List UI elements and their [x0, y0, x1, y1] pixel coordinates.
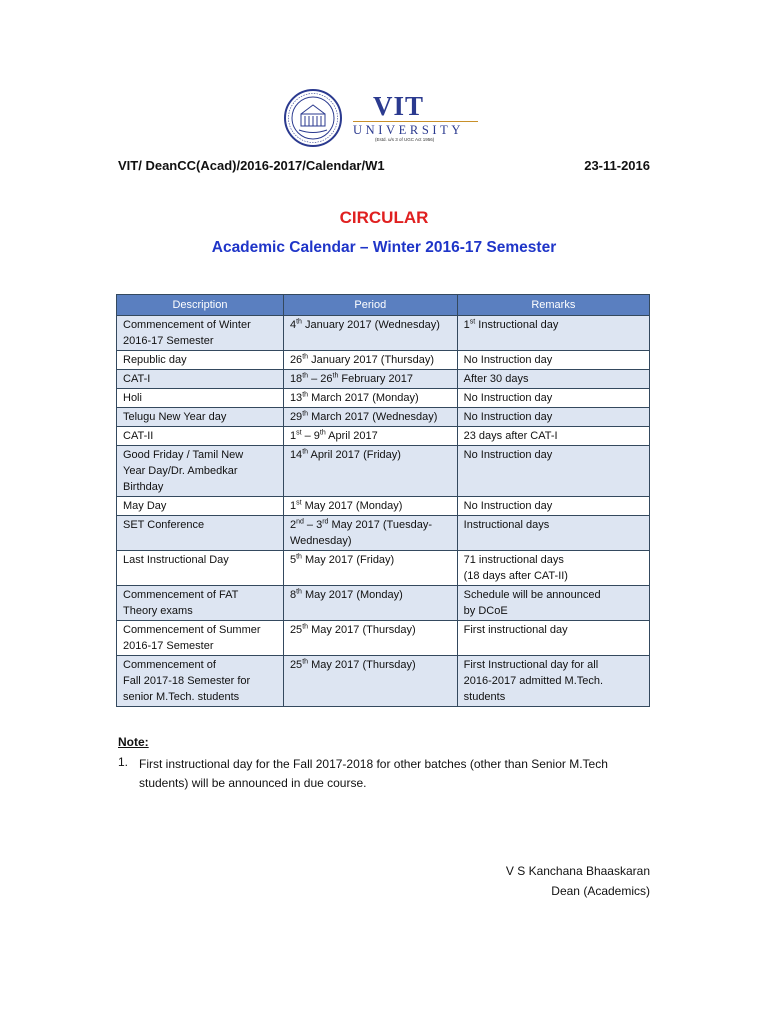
cell-description: CAT-II	[117, 427, 284, 446]
table-row	[117, 446, 650, 497]
logo-vit-text: VIT	[373, 91, 425, 121]
cell-description: Good Friday / Tamil New Year Day/Dr. Ambedkar Birthday	[117, 446, 284, 497]
cell-period: 8th May 2017 (Monday)	[283, 586, 457, 621]
reference-number: VIT/ DeanCC(Acad)/2016-2017/Calendar/W1	[118, 158, 385, 173]
circular-title: CIRCULAR	[339, 208, 429, 227]
cell-description: Holi	[117, 389, 284, 408]
table-row	[117, 370, 650, 389]
table-row	[117, 497, 650, 516]
cell-remarks: No Instruction day	[457, 497, 649, 516]
cell-remarks: After 30 days	[457, 370, 649, 389]
cell-remarks: No Instruction day	[457, 389, 649, 408]
cell-period: 13th March 2017 (Monday)	[283, 389, 457, 408]
academic-calendar-table	[116, 294, 650, 707]
note-text: First instructional day for the Fall 2017-2018 for other batches (other than Senior M.Tech students) will be announced in due course.	[139, 757, 608, 790]
table-row	[117, 516, 650, 551]
cell-description: SET Conference	[117, 516, 284, 551]
cell-period: 5th May 2017 (Friday)	[283, 551, 457, 586]
table-row	[117, 389, 650, 408]
cell-description: Commencement of FAT Theory exams	[117, 586, 284, 621]
logo-wordmark	[353, 92, 478, 143]
logo-tagline: (Estd. u/s 3 of UGC Act 1956)	[375, 137, 435, 142]
logo-university-text: UNIVERSITY	[353, 121, 478, 137]
cell-remarks: Schedule will be announced by DCoE	[457, 586, 649, 621]
cell-remarks: 23 days after CAT-I	[457, 427, 649, 446]
cell-remarks: First instructional day	[457, 621, 649, 656]
table-row	[117, 551, 650, 586]
cell-description: May Day	[117, 497, 284, 516]
cell-remarks: No Instruction day	[457, 351, 649, 370]
cell-period: 26th January 2017 (Thursday)	[283, 351, 457, 370]
table-row	[117, 621, 650, 656]
cell-remarks: No Instruction day	[457, 408, 649, 427]
column-header-remarks: Remarks	[457, 295, 649, 316]
circular-date: 23-11-2016	[584, 158, 650, 173]
cell-description: Telugu New Year day	[117, 408, 284, 427]
cell-period: 18th – 26th February 2017	[283, 370, 457, 389]
cell-remarks: 71 instructional days (18 days after CAT-II)	[457, 551, 649, 586]
table-body	[117, 316, 650, 707]
table-row	[117, 586, 650, 621]
table-row	[117, 316, 650, 351]
cell-remarks: 1st Instructional day	[457, 316, 649, 351]
note-number: 1.	[118, 755, 129, 769]
table-row	[117, 656, 650, 707]
signatory-designation: Dean (Academics)	[551, 884, 650, 898]
cell-description: Last Instructional Day	[117, 551, 284, 586]
cell-period: 25th May 2017 (Thursday)	[283, 656, 457, 707]
table-row	[117, 408, 650, 427]
signature-block	[506, 861, 650, 901]
cell-period: 4th January 2017 (Wednesday)	[283, 316, 457, 351]
cell-period: 29th March 2017 (Wednesday)	[283, 408, 457, 427]
cell-description: Commencement of Winter 2016-17 Semester	[117, 316, 284, 351]
note-heading: Note:	[118, 735, 149, 749]
cell-description: Republic day	[117, 351, 284, 370]
cell-description: Commencement of Fall 2017-18 Semester for senior M.Tech. students	[117, 656, 284, 707]
university-seal-icon	[283, 88, 343, 148]
cell-remarks: First Instructional day for all 2016-2017 admitted M.Tech. students	[457, 656, 649, 707]
cell-period: 14th April 2017 (Friday)	[283, 446, 457, 497]
cell-description: CAT-I	[117, 370, 284, 389]
cell-period: 1st – 9th April 2017	[283, 427, 457, 446]
cell-description: Commencement of Summer 2016-17 Semester	[117, 621, 284, 656]
cell-period: 1st May 2017 (Monday)	[283, 497, 457, 516]
cell-period: 25th May 2017 (Thursday)	[283, 621, 457, 656]
university-logo	[283, 88, 478, 148]
table-row	[117, 351, 650, 370]
column-header-period: Period	[283, 295, 457, 316]
calendar-subtitle: Academic Calendar – Winter 2016-17 Semester	[211, 239, 557, 256]
table-header-row	[117, 295, 650, 316]
cell-remarks: Instructional days	[457, 516, 649, 551]
cell-period: 2nd – 3rd May 2017 (Tuesday- Wednesday)	[283, 516, 457, 551]
cell-remarks: No Instruction day	[457, 446, 649, 497]
column-header-description: Description	[117, 295, 284, 316]
table-row	[117, 427, 650, 446]
signatory-name: V S Kanchana Bhaaskaran	[505, 864, 650, 878]
